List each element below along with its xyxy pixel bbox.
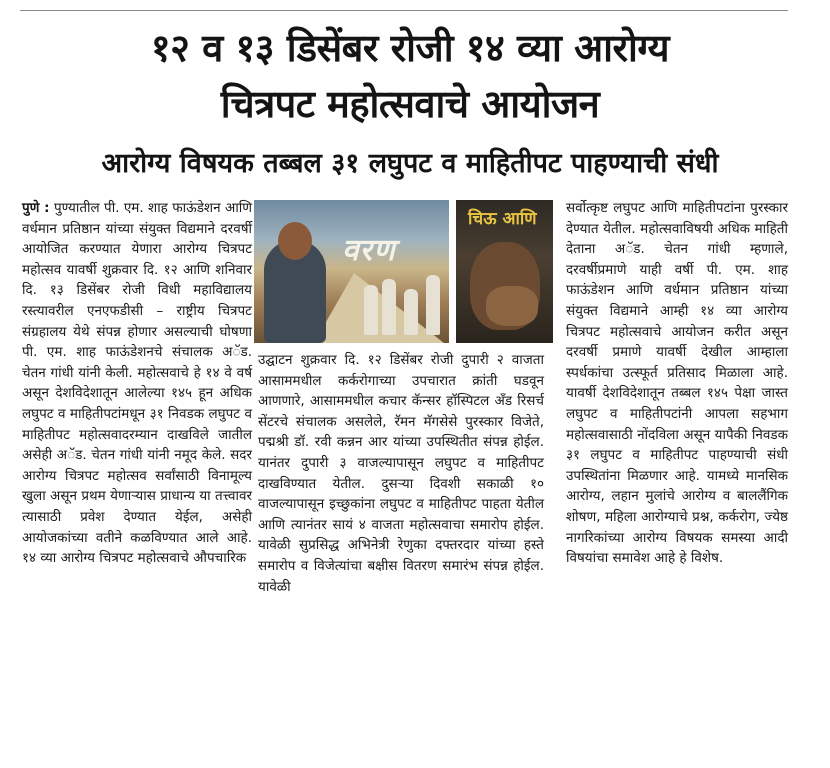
headline-line-1: १२ व १३ डिसेंबर रोजी १४ व्या आरोग्य bbox=[150, 26, 670, 70]
film-still-photo-2 bbox=[456, 200, 553, 343]
article-column-2: उद्घाटन शुक्रवार दि. १२ डिसेंबर रोजी दुपारी २ वाजता आसाममधील कर्करोगाच्या उपचारात क्रांती घडवून आणणारे, आसाममधील कचार कॅन्सर हॉस्पिटल अँड रिसर्च सेंटरचे संचालक असलेले, रॅमन मॅगसेसे पुरस्कार विजेते, पद्मश्री डॉ. रवी कन्नन आर यांच्या उपस्थितीत संपन्न होईल. यानंतर दुपारी ३ वाजल्यापासून लघुपट व माहितीपट दाखविण्यात येतील. दुसऱ्या दिवशी सकाळी १० वाजल्यापासून इच्छुकांना लघुपट व माहितीपट पाहता येतील आणि त्यानंतर सायं ४ वाजता महोत्सवाचा समारोप होईल. यावेळी सुप्रसिद्ध अभिनेत्री रेणुका दफ्तरदार यांच्या हस्ते समारोप व विजेत्यांचा बक्षीस वितरण समारंभ संपन्न होईल. यावेळी bbox=[258, 352, 544, 595]
article-column-1 bbox=[22, 198, 252, 569]
hand-figure bbox=[486, 286, 538, 326]
column-1-text: पुण्यातील पी. एम. शाह फाऊंडेशन आणि वर्धमान प्रतिष्ठान यांच्या संयुक्त विद्यमाने दरवर्षी आयोजित करण्यात येणारा आरोग्य चित्रपट महोत्सव यावर्षी शुक्रवार दि. १२ आणि शनिवार दि. १३ डिसेंबर रोजी विधी महाविद्यालय रस्त्यावरील एनएफडीसी – राष्ट्रीय चित्रपट संग्रहालय येथे संपन्न होणार असल्याची घोषणा पी. एम. शाह फाऊंडेशनचे संचालक अॅड. चेतन गांधी यांनी केली. महोत्सवाचे हे १४ वे वर्ष असून देशविदेशातून आलेल्या १४५ हून अधिक लघुपट व माहितीपटांमधून ३१ निवडक लघुपट व माहितीपट महोत्सवादरम्यान दाखविले जातील असेही अॅड. चेतन गांधी यांनी नमूद केले. सदर आरोग्य चित्रपट महोत्सव सर्वांसाठी विनामूल्य खुला असून प्रथम येणाऱ्यास प्राधान्य या तत्त्वावर त्यासाठी प्रवेश देण्यात येईल, असेही आयोजकांच्या वतीने कळविण्यात आले आहे. १४ व्या आरोग्य चित्रपट महोत्सवाचे औपचारिक bbox=[22, 200, 252, 567]
headline bbox=[20, 20, 800, 132]
article-column-3: सर्वोत्कृष्ट लघुपट आणि माहितीपटांना पुरस्कार देण्यात येतील. महोत्सवाविषयी अधिक माहिती देताना अॅड. चेतन गांधी म्हणाले, दरवर्षीप्रमाणे याही वर्षी पी. एम. शाह फाऊंडेशन आणि वर्धमान प्रतिष्ठान यांच्या संयुक्त विद्यमाने आम्ही १४ व्या आरोग्य चित्रपट महोत्सवाचे आयोजन करीत असून दरवर्षी प्रमाणे यावर्षी देखील आम्हाला स्पर्धकांचा उत्स्फूर्त प्रतिसाद मिळाला आहे. यावर्षी देशविदेशातून तब्बल १४५ पेक्षा जास्त लघुपट व माहितीपटांनी आपला सहभाग महोत्सवासाठी नोंदविला असून यापैकी निवडक ३१ लघुपट व माहितीपट पाहण्याची संधी उपस्थितांना मिळणार आहे. यामध्ये मानसिक आरोग्य, लहान मुलांचे आरोग्य व बाललैंगिक शोषण, महिला आरोग्याचे प्रश्न, कर्करोग, ज्येष्ठ नागरिकांच्या आरोग्य विषयक समस्या आदी विषयांचा समावेश आहे हे विशेष. bbox=[566, 200, 788, 567]
headline-line-2: चित्रपट महोत्सवाचे आयोजन bbox=[220, 82, 600, 126]
road-shape bbox=[314, 273, 444, 343]
subheadline: आरोग्य विषयक तब्बल ३१ लघुपट व माहितीपट पाहण्याची संधी bbox=[101, 148, 719, 179]
top-rule bbox=[20, 10, 788, 11]
film-still-photo-1 bbox=[254, 200, 449, 343]
film-title-2: चिऊ आणि bbox=[468, 209, 537, 229]
dateline: पुणे : bbox=[22, 200, 50, 216]
boy-head bbox=[278, 222, 312, 260]
film-title-1: वरण bbox=[342, 233, 396, 268]
